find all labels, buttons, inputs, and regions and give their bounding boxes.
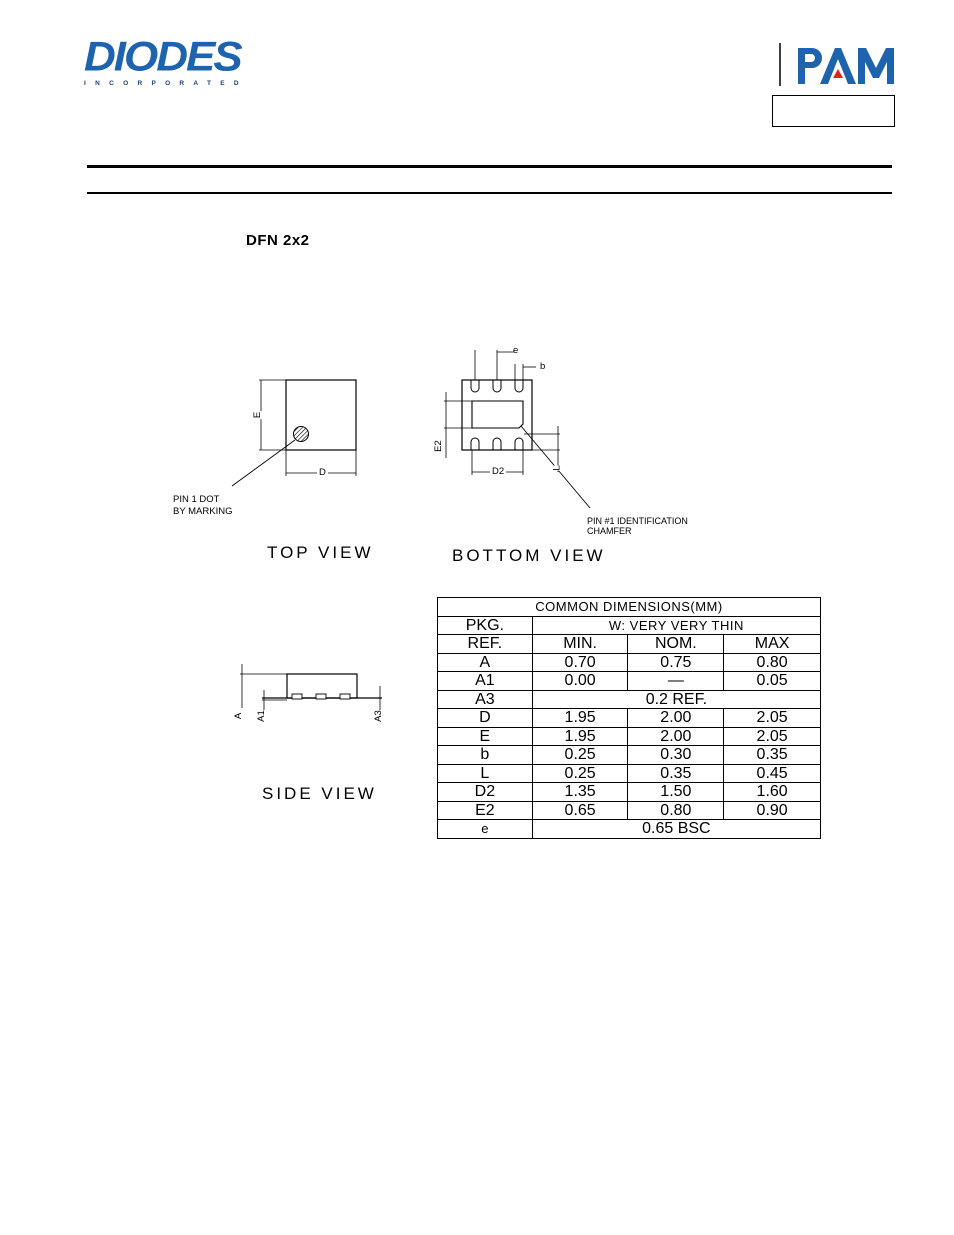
header-max: MAX <box>724 635 821 654</box>
pin1-dot-marker <box>294 427 309 442</box>
diodes-logo <box>84 33 268 88</box>
row-e-value: 0.65 BSC <box>532 820 820 839</box>
side-view-label: SIDE VIEW <box>262 784 377 803</box>
pad-bottom-1 <box>471 438 479 450</box>
table-title-row <box>438 598 821 617</box>
row-max: 2.05 <box>724 727 821 746</box>
pkg-value: W: VERY VERY THIN <box>532 616 820 635</box>
part-number-box <box>772 95 895 127</box>
row-ref: A3 <box>438 690 533 709</box>
pam-logo-m <box>858 48 894 84</box>
row-max: 0.80 <box>724 653 821 672</box>
row-min: 0.65 <box>532 801 628 820</box>
row-min: 0.70 <box>532 653 628 672</box>
row-max: 0.05 <box>724 672 821 691</box>
row-ref: E2 <box>438 801 533 820</box>
row-ref: L <box>438 764 533 783</box>
pad-bottom-3 <box>515 438 523 450</box>
pam-logo-accent <box>833 69 843 78</box>
pam-logo <box>776 40 900 88</box>
header-rule-top <box>87 165 892 168</box>
row-nom: — <box>628 672 724 691</box>
table-pkg-row <box>438 616 821 635</box>
side-lead-1 <box>292 694 302 699</box>
row-nom: 2.00 <box>628 709 724 728</box>
dim-e-pitch-label: e <box>513 345 519 356</box>
row-min: 0.00 <box>532 672 628 691</box>
pkg-label: PKG. <box>438 616 533 635</box>
table-row <box>438 727 821 746</box>
table-row <box>438 709 821 728</box>
row-max: 0.35 <box>724 746 821 765</box>
dim-e-label: E <box>252 411 264 419</box>
row-min: 0.25 <box>532 764 628 783</box>
pin1-note-line2: BY MARKING <box>173 506 233 517</box>
row-ref: b <box>438 746 533 765</box>
row-nom: 1.50 <box>628 783 724 802</box>
row-ref: D2 <box>438 783 533 802</box>
header-ref: REF. <box>438 635 533 654</box>
pam-logo-a <box>820 48 856 84</box>
row-max: 0.45 <box>724 764 821 783</box>
table-title: COMMON DIMENSIONS(MM) <box>438 598 821 617</box>
table-row <box>438 764 821 783</box>
row-ref: A <box>438 653 533 672</box>
pin1-leader <box>232 440 295 486</box>
dim-l-label: L <box>551 465 563 471</box>
bottom-view-label: BOTTOM VIEW <box>452 546 606 565</box>
dim-e2-label: E2 <box>432 440 444 452</box>
table-row <box>438 653 821 672</box>
row-a3-value: 0.2 REF. <box>532 690 820 709</box>
diodes-logo-wordmark: DIODES <box>84 33 241 80</box>
dim-a3-label: A3 <box>372 710 384 722</box>
table-header-row <box>438 635 821 654</box>
pad-top-3 <box>515 380 523 392</box>
pad-top-1 <box>471 380 479 392</box>
header-min: MIN. <box>532 635 628 654</box>
row-ref: e <box>438 820 533 839</box>
dim-b-label: b <box>540 361 546 372</box>
dim-d2-label: D2 <box>492 466 505 477</box>
table-row-a3 <box>438 690 821 709</box>
table-row-e <box>438 820 821 839</box>
row-ref: E <box>438 727 533 746</box>
row-max: 1.60 <box>724 783 821 802</box>
row-max: 2.05 <box>724 709 821 728</box>
row-min: 1.95 <box>532 727 628 746</box>
dim-d-label: D <box>319 467 326 478</box>
table-row <box>438 672 821 691</box>
pad-bottom-2 <box>493 438 501 450</box>
table-row <box>438 783 821 802</box>
bottom-view-drawing <box>430 340 710 520</box>
exposed-pad <box>472 401 523 428</box>
row-ref: D <box>438 709 533 728</box>
pad-top-2 <box>493 380 501 392</box>
pam-logo-p <box>798 48 822 84</box>
pin1-note-line1: PIN 1 DOT <box>173 494 220 505</box>
row-min: 1.95 <box>532 709 628 728</box>
row-nom: 0.80 <box>628 801 724 820</box>
row-nom: 2.00 <box>628 727 724 746</box>
table-row <box>438 746 821 765</box>
table-row <box>438 801 821 820</box>
row-nom: 0.35 <box>628 764 724 783</box>
row-min: 0.25 <box>532 746 628 765</box>
row-min: 1.35 <box>532 783 628 802</box>
chamfer-note-line1: PIN #1 IDENTIFICATION <box>587 516 688 526</box>
dim-a1-label: A1 <box>255 710 267 722</box>
header-rule-bottom <box>87 192 892 194</box>
top-view-label: TOP VIEW <box>267 543 374 562</box>
side-lead-2 <box>316 694 326 699</box>
dim-a-label: A <box>233 712 245 720</box>
diodes-logo-subtitle: INCORPORATED <box>84 80 248 87</box>
chamfer-note-line2: CHAMFER <box>587 526 632 536</box>
row-max: 0.90 <box>724 801 821 820</box>
row-ref: A1 <box>438 672 533 691</box>
row-nom: 0.75 <box>628 653 724 672</box>
header-nom: NOM. <box>628 635 724 654</box>
package-title: DFN 2x2 <box>246 232 310 249</box>
dimensions-table <box>437 597 821 839</box>
row-nom: 0.30 <box>628 746 724 765</box>
side-lead-3 <box>340 694 350 699</box>
